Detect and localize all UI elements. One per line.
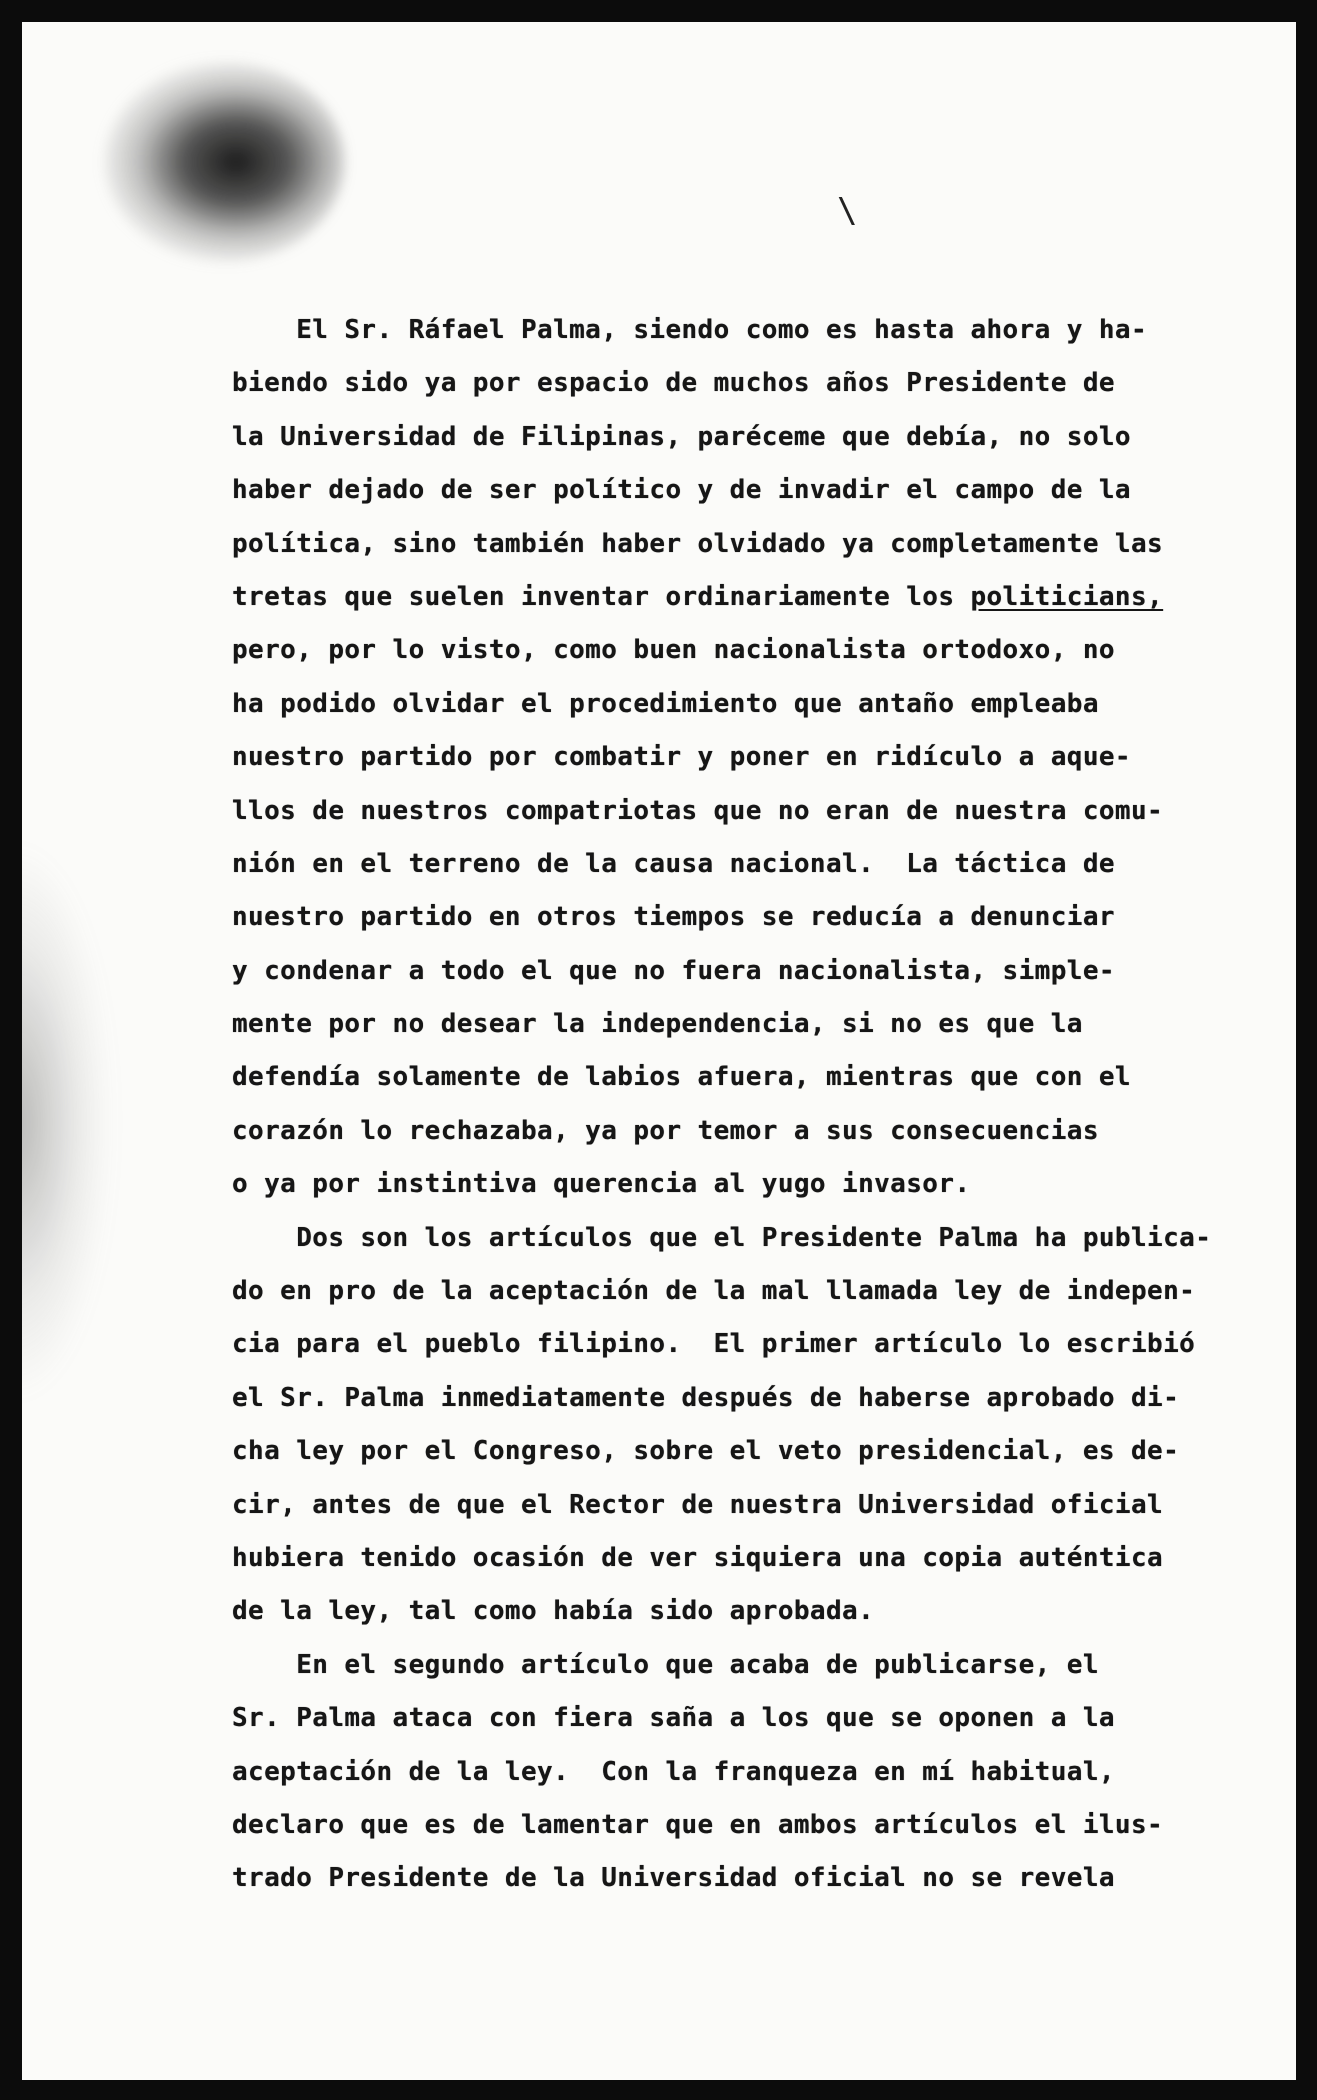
text-line: declaro que es de lamentar que en ambos artículos el ilus- <box>232 1809 1164 1840</box>
text-line: política, sino también haber olvidado ya completamente las <box>232 528 1164 559</box>
text-line: En el segundo artículo que acaba de publicarse, el <box>232 1649 1099 1680</box>
text-line: El Sr. Ráfael Palma, siendo como es hasta ahora y ha- <box>232 315 1148 345</box>
ink-stain <box>104 62 344 262</box>
text-line: o ya por instintiva querencia al yugo invasor. <box>232 1169 971 1200</box>
text-line: Dos son los artículos que el Presidente Palma ha publica- <box>232 1222 1212 1253</box>
text-line: trado Presidente de la Universidad oficial no se revela <box>232 1863 1115 1894</box>
text-line: Sr. Palma ataca con fiera saña a los que se oponen a la <box>232 1703 1115 1734</box>
text-line: de la ley, tal como había sido aprobada. <box>232 1596 875 1627</box>
text-line: corazón lo rechazaba, ya por temor a sus consecuencias <box>232 1115 1099 1146</box>
text-line: cia para el pueblo filipino. El primer artículo lo escribió <box>232 1329 1196 1360</box>
text-line: ha podido olvidar el procedimiento que antaño empleaba <box>232 688 1099 719</box>
page-shadow <box>22 842 112 1402</box>
text-line: defendía solamente de labios afuera, mientras que con el <box>232 1062 1131 1093</box>
text-line: el Sr. Palma inmediatamente después de haberse aprobado di- <box>232 1382 1180 1413</box>
document-body <box>232 304 1212 1906</box>
text-line: do en pro de la aceptación de la mal llamada ley de indepen- <box>232 1276 1196 1307</box>
text-line: haber dejado de ser político y de invadir el campo de la <box>232 475 1131 506</box>
text-line: hubiera tenido ocasión de ver siquiera una copia auténtica <box>232 1542 1164 1573</box>
text-line: cha ley por el Congreso, sobre el veto presidencial, es de- <box>232 1436 1180 1467</box>
text-line: nuestro partido por combatir y poner en ridículo a aque- <box>232 742 1131 773</box>
text-line: y condenar a todo el que no fuera nacionalista, simple- <box>232 955 1115 986</box>
text-line: aceptación de la ley. Con la franqueza en mí habitual, <box>232 1756 1115 1787</box>
text-line: mente por no desear la independencia, si no es que la <box>232 1009 1083 1040</box>
text-line: la Universidad de Filipinas, paréceme que debía, no solo <box>232 421 1131 452</box>
page-mark: \ <box>837 191 858 231</box>
text-line: cir, antes de que el Rector de nuestra Universidad oficial <box>232 1489 1164 1520</box>
text-line <box>232 571 1192 624</box>
text-line: pero, por lo visto, como buen nacionalista ortodoxo, no <box>232 635 1115 666</box>
underlined-word: politicians, <box>970 581 1164 612</box>
text-segment: tretas que suelen inventar ordinariamente los <box>232 581 971 612</box>
text-line: nuestro partido en otros tiempos se reducía a denunciar <box>232 902 1115 933</box>
text-line: biendo sido ya por espacio de muchos años Presidente de <box>232 368 1115 399</box>
text-line: llos de nuestros compatriotas que no eran de nuestra comu- <box>232 795 1164 826</box>
document-page <box>22 22 1296 2080</box>
text-line: nión en el terreno de la causa nacional. La táctica de <box>232 848 1115 879</box>
